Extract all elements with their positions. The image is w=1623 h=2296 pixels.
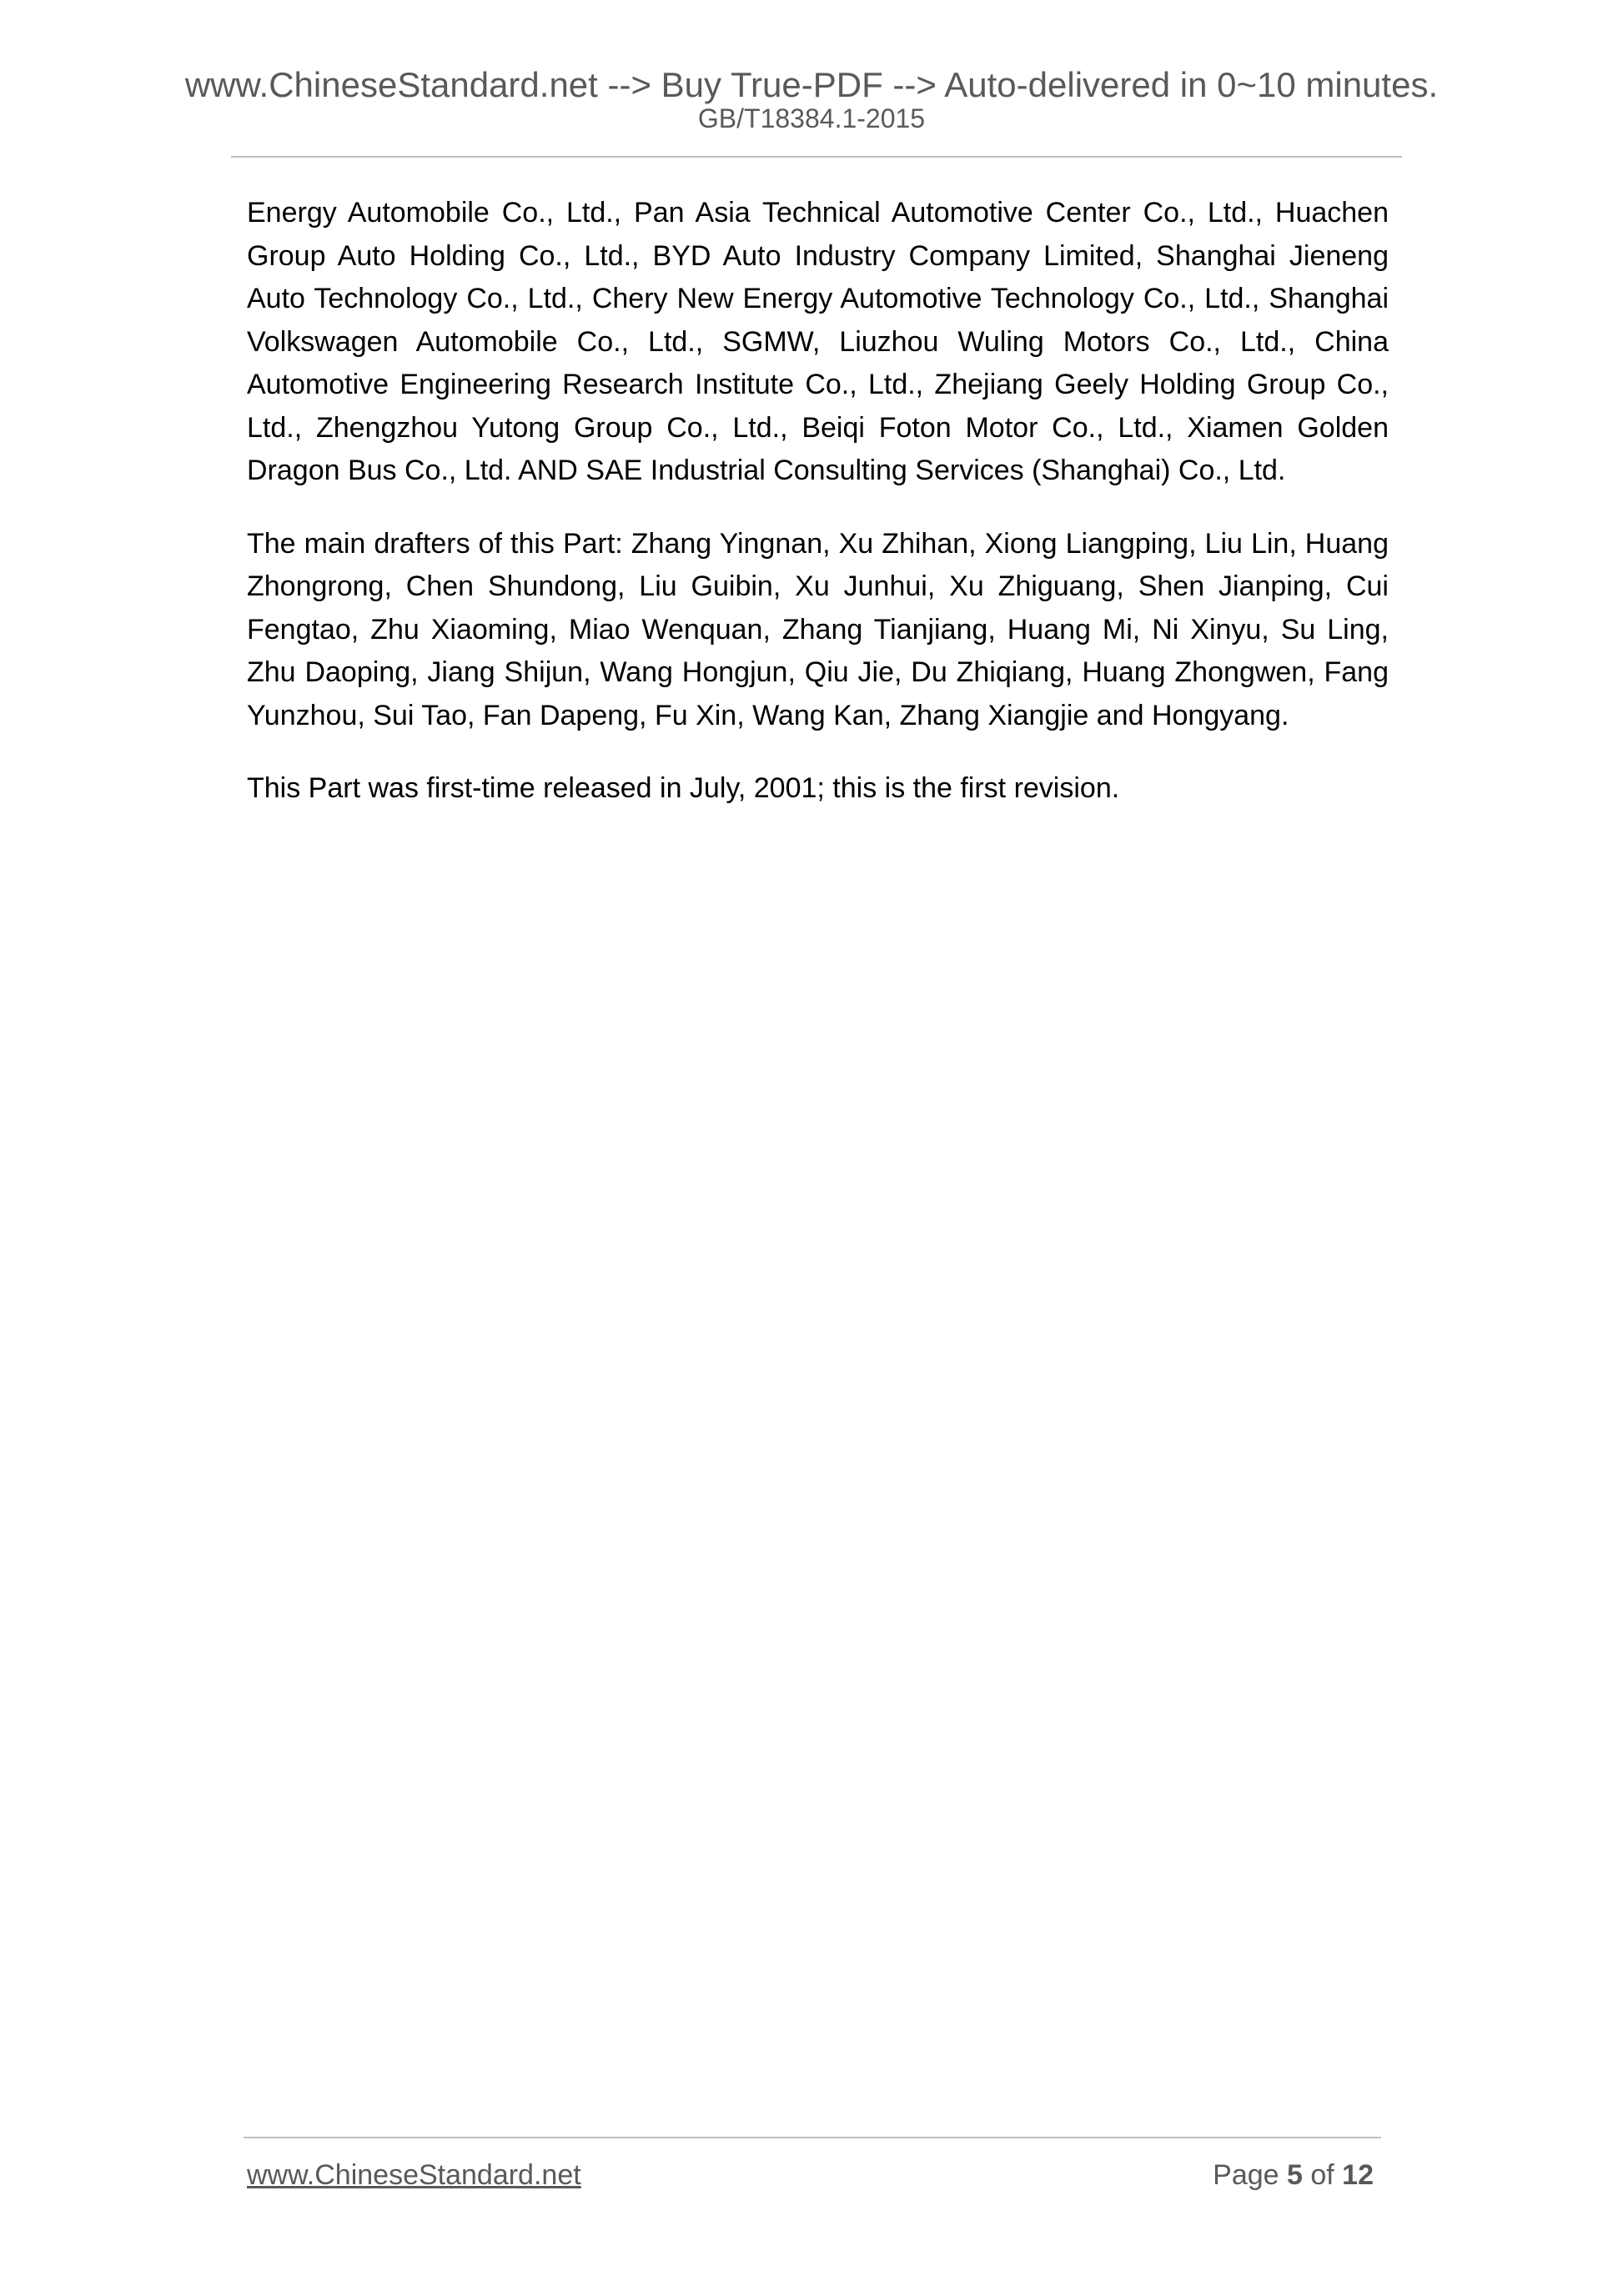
footer-website-link[interactable]: www.ChineseStandard.net (247, 2159, 581, 2191)
footer-divider (244, 2137, 1381, 2138)
header-divider (231, 156, 1402, 158)
paragraph-drafters: The main drafters of this Part: Zhang Yingnan, Xu Zhihan, Xiong Liangping, Liu Lin, Huang Zhongrong, Chen Shundong, Liu Guibin, Xu Junhui, Xu Zhiguang, Shen Jianping, Cui Fengtao, Zhu Xiaoming, Miao Wenquan, Zhang Tianjiang, Huang Mi, Ni Xinyu, Su Ling, Zhu Daoping, Jiang Shijun, Wang Hongjun, Qiu Jie, Du Zhiqiang, Huang Zhongwen, Fang Yunzhou, Sui Tao, Fan Dapeng, Fu Xin, Wang Kan, Zhang Xiangjie and Hongyang. (247, 527, 1389, 731)
page-separator: of (1302, 2159, 1343, 2191)
page-number (1213, 2158, 1374, 2192)
paragraph-organizations: Energy Automobile Co., Ltd., Pan Asia Technical Automotive Center Co., Ltd., Huachen Group Auto Holding Co., Ltd., BYD Auto Industry Company Limited, Shanghai Jieneng Auto Technology Co., Ltd., Chery New Energy Automotive Technology Co., Ltd., Shanghai Volkswagen Automobile Co., Ltd., SGMW, Liuzhou Wuling Motors Co., Ltd., China Automotive Engineering Research Institute Co., Ltd., Zhejiang Geely Holding Group Co., Ltd., Zhengzhou Yutong Group Co., Ltd., Beiqi Foton Motor Co., Ltd., Xiamen Golden Dragon Bus Co., Ltd. AND SAE Industrial Consulting Services (Shanghai) Co., Ltd. (247, 197, 1389, 486)
page-total: 12 (1342, 2159, 1374, 2191)
document-id: GB/T18384.1-2015 (697, 103, 926, 133)
page-prefix: Page (1213, 2159, 1287, 2191)
body-text (247, 192, 1389, 841)
page-current: 5 (1287, 2159, 1303, 2191)
header-banner: www.ChineseStandard.net --> Buy True-PDF --> Auto-delivered in 0~10 minutes. (184, 65, 1439, 104)
paragraph-release-history: This Part was first-time released in July, 2001; this is the first revision. (247, 772, 1120, 804)
